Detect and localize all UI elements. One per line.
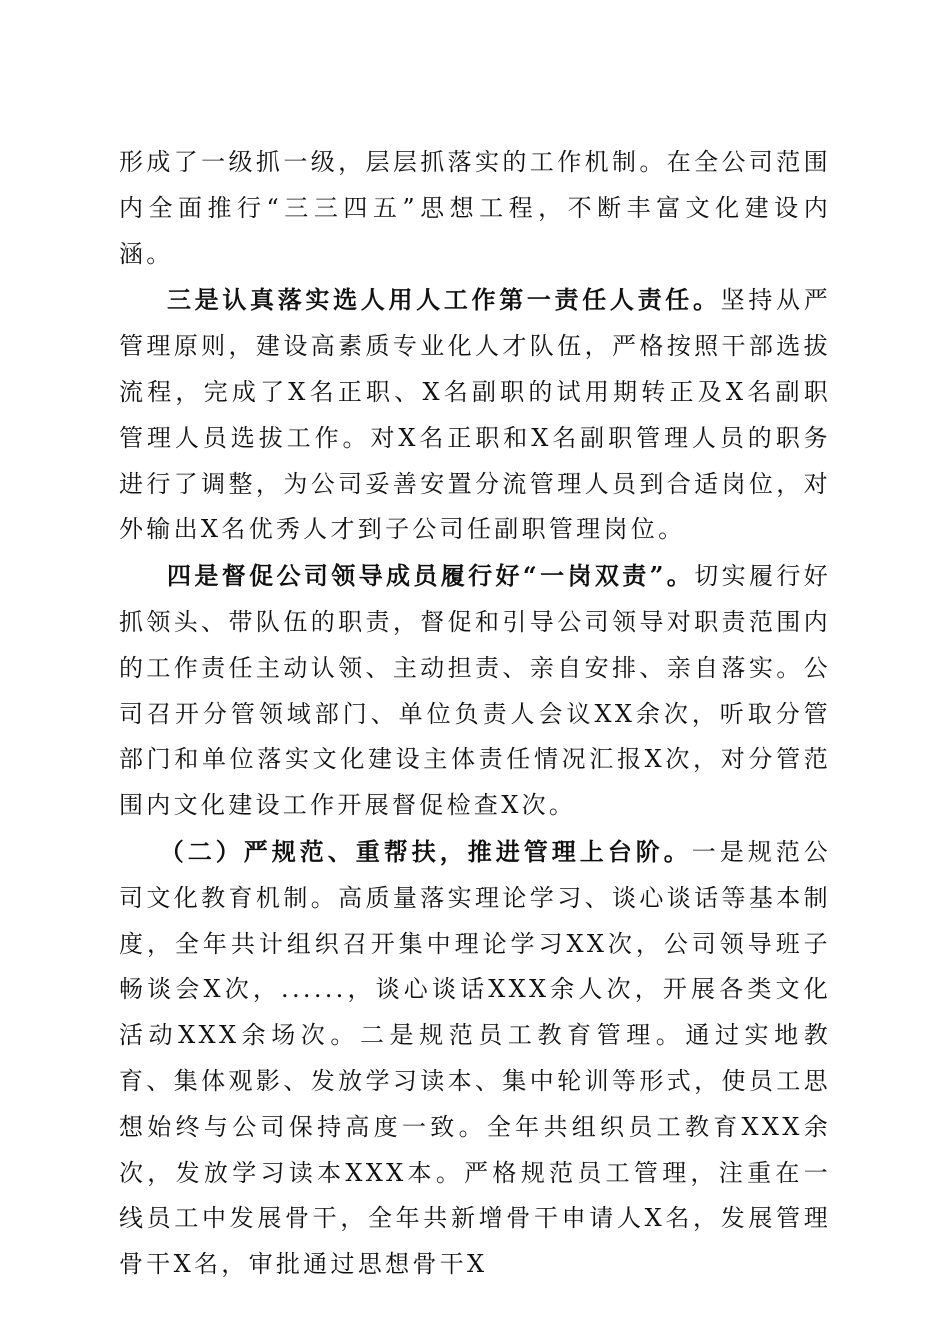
paragraph-3 — [119, 553, 831, 829]
paragraph-1 — [119, 140, 831, 277]
paragraph-3-heading: 四是督促公司领导成员履行好“一岗双责”。 — [167, 561, 695, 591]
paragraph-4-text: 一是规范公司文化教育机制。高质量落实理论学习、谈心谈话等基本制度，全年共计组织召开集中理论学习XX次，公司领导班子畅谈会X次，......，谈心谈话XXX余人次，开展各类文化活动XXX余场次。二是规范员工教育管理。通过实地教育、集体观影、发放学习读本、集中轮训等形式，使员工思想始终与公司保持高度一致。全年共组织员工教育XXX余次，发放学习读本XXX本。严格规范员工管理，注重在一线员工中发展骨干，全年共新增骨干申请人X名，发展管理骨干X名，审批通过思想骨干X — [119, 837, 832, 1279]
paragraph-3-text: 切实履行好抓领头、带队伍的职责，督促和引导公司领导对职责范围内的工作责任主动认领、主动担责、亲自安排、亲自落实。公司召开分管领域部门、单位负责人会议XX余次，听取分管部门和单位落实文化建设主体责任情况汇报X次，对分管范围内文化建设工作开展督促检查X次。 — [119, 562, 832, 820]
section-heading: （二）严规范、重帮扶，推进管理上台阶。 — [159, 836, 692, 866]
paragraph-2 — [119, 277, 831, 553]
document-body — [119, 140, 831, 1288]
paragraph-2-heading: 三是认真落实选人用人工作第一责任人责任。 — [167, 285, 721, 315]
paragraph-2-text: 坚持从严管理原则，建设高素质专业化人才队伍，严格按照干部选拔流程，完成了X名正职、X名副职的试用期转正及X名副职管理人员选拔工作。对X名正职和X名副职管理人员的职务进行了调整，为公司妥善安置分流管理人员到合适岗位，对外输出X名优秀人才到子公司任副职管理岗位。 — [119, 286, 832, 544]
paragraph-1-text: 形成了一级抓一级，层层抓落实的工作机制。在全公司范围内全面推行“三三四五”思想工程，不断丰富文化建设内涵。 — [119, 148, 831, 268]
paragraph-4 — [119, 829, 831, 1288]
